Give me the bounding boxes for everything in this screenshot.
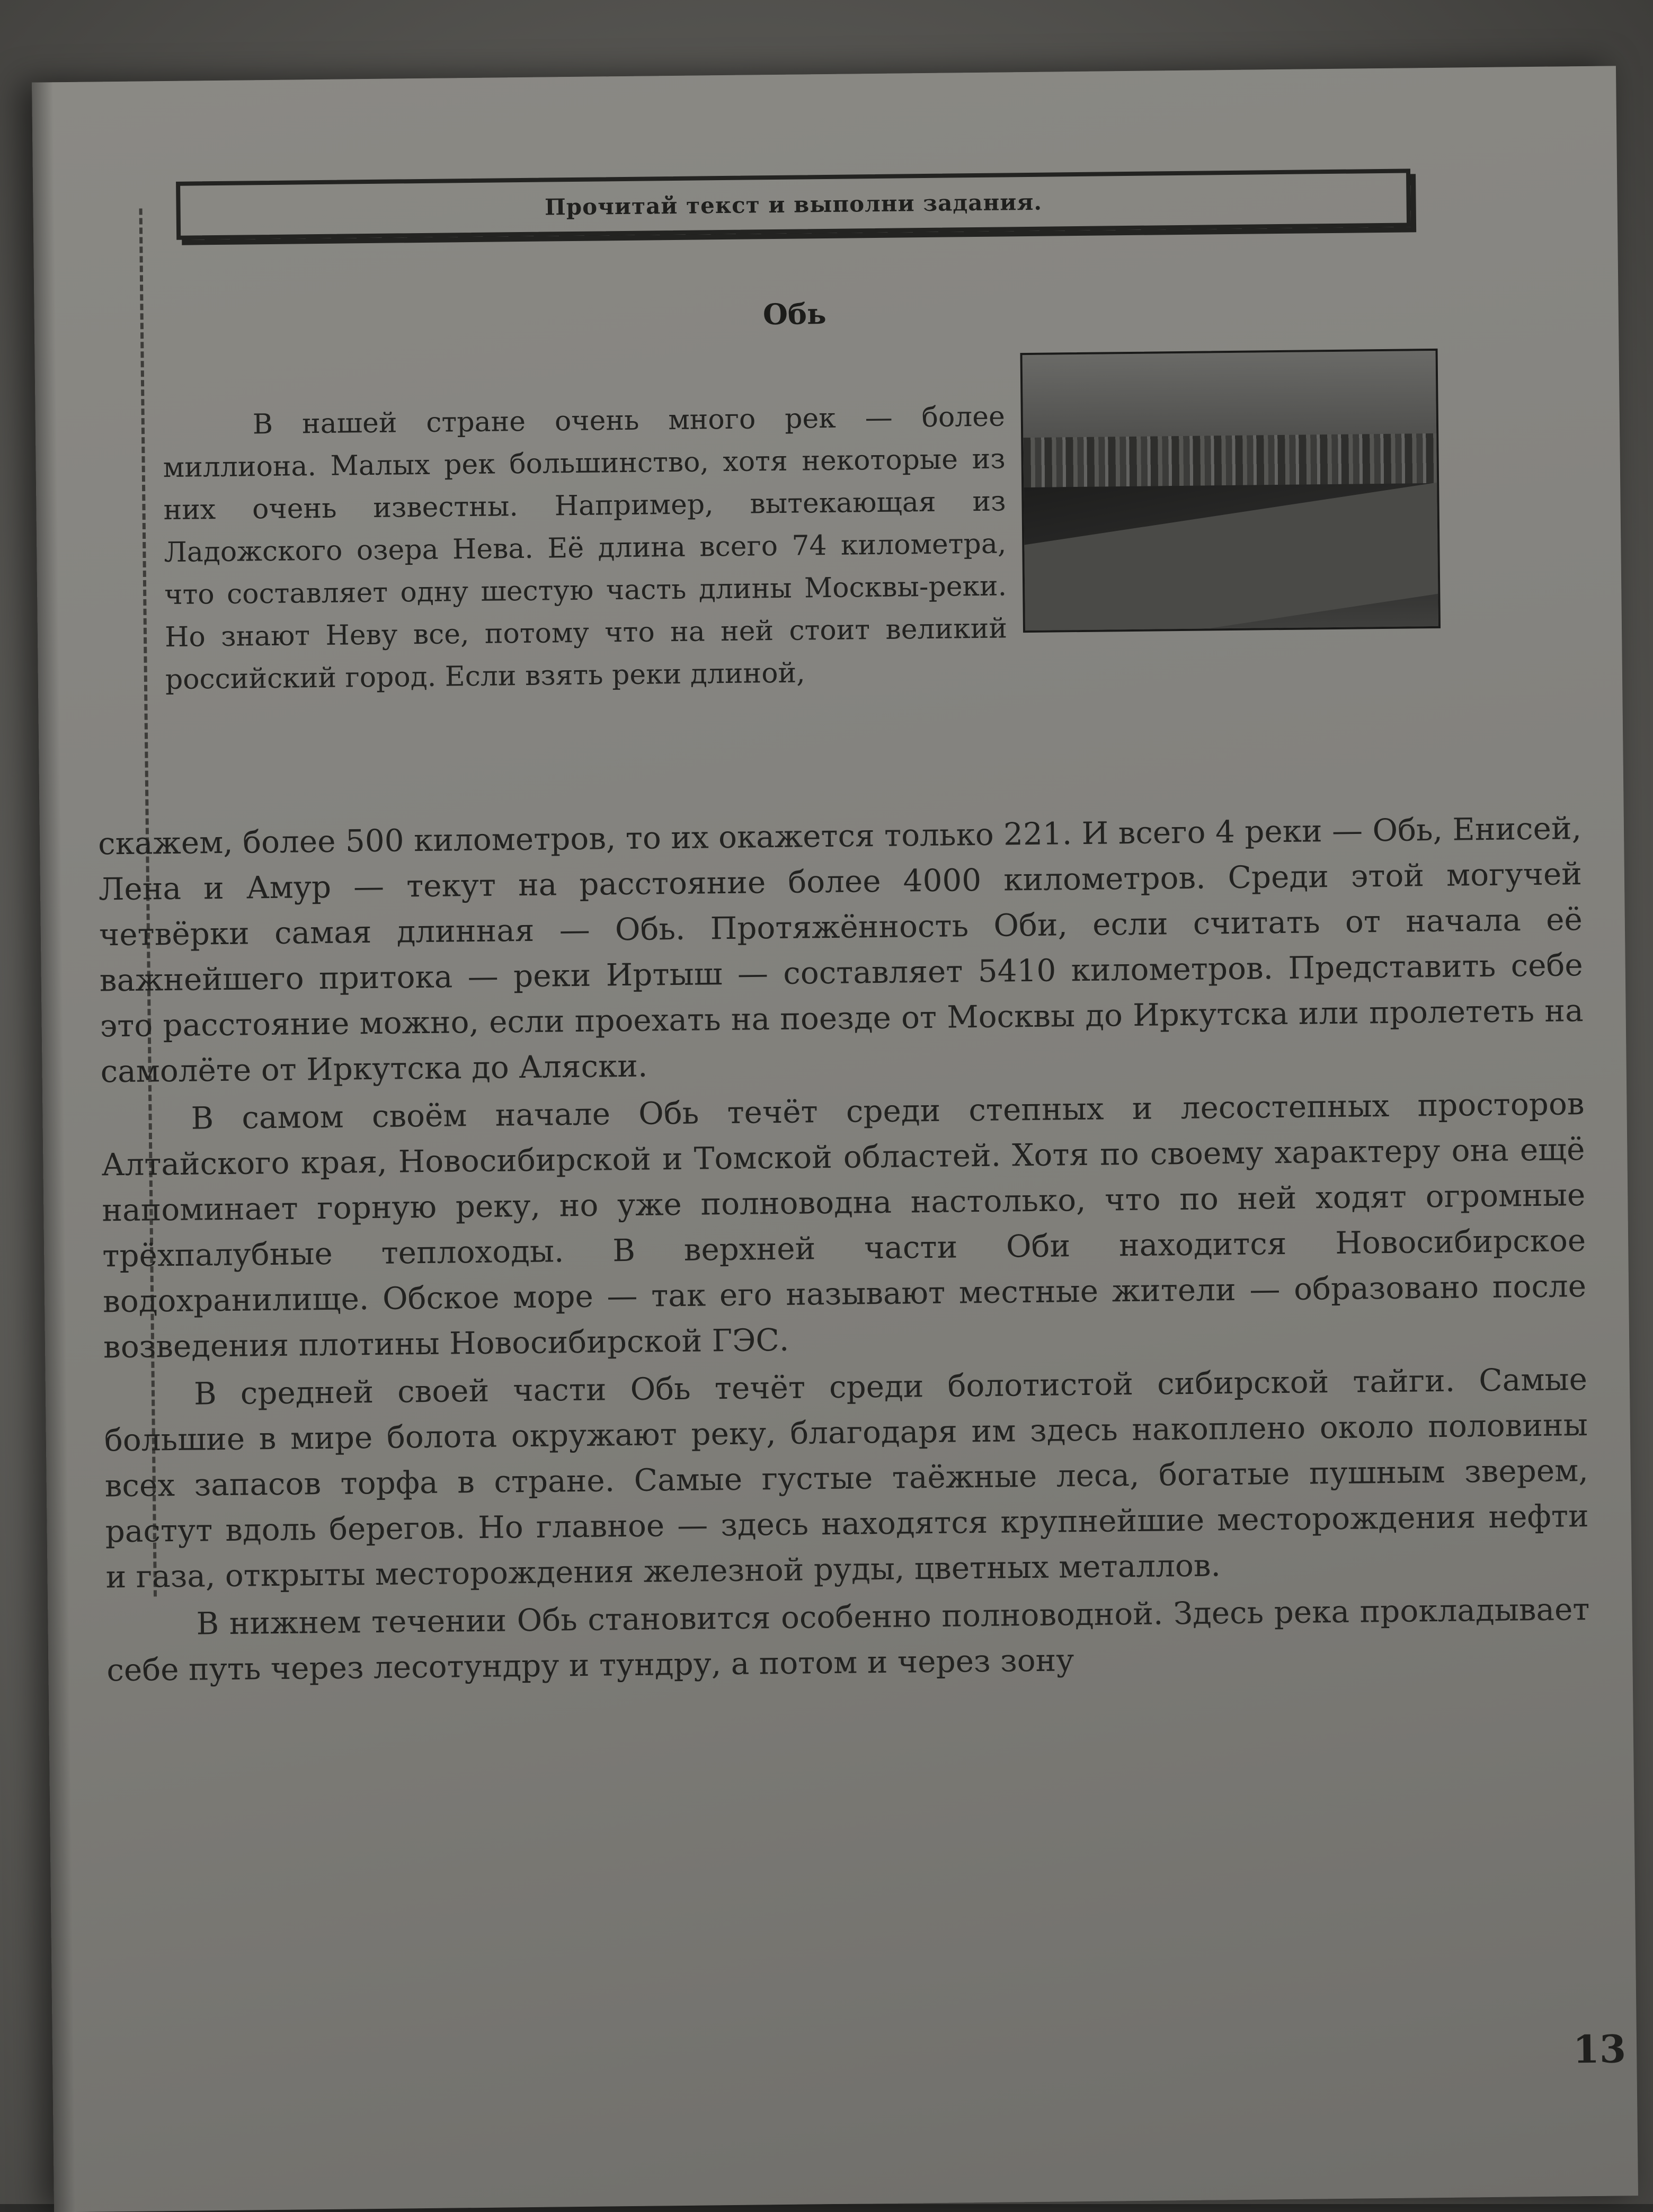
paragraph-middle-ob: В средней своей части Обь течёт среди болотистой сибирской тайги. Самые большие в мире болота окружают реку, благодаря им здесь накоплено около половины всех запасов торфа в стране. Самые густые таёжные леса, богатые пушным зверем, растут вдоль берегов. Но главное — здесь находятся крупнейшие месторождения нефти и газа, открыты месторождения железной руды, цветных металлов. — [104, 1361, 1589, 1595]
paragraph-lower-ob: В нижнем течении Обь становится особенно полноводной. Здесь река прокладывает себе путь через лесотундру и тундру, а потом и через зону — [106, 1591, 1590, 1689]
river-city-photo — [1020, 349, 1441, 633]
photo-city-skyline — [1023, 433, 1437, 487]
page-number: 13 — [1572, 2026, 1627, 2072]
instruction-text: Прочитай текст и выполни задания. — [544, 189, 1043, 220]
instruction-box — [176, 168, 1411, 239]
intro-paragraph-wrapped — [162, 395, 1008, 701]
intro-paragraph-end: скажем, более 500 километров, то их окажется только 221. И всего 4 реки — Обь, Енисей, Лена и Амур — текут на расстояние более 4000 километров. Среди этой могучей четвёрки самая длинная — Обь. Протяжённость Оби, если считать от начала её важнейшего притока — реки Иртыш — составляет 5410 километров. Представить себе это расстояние можно, если проехать на поезде от Москвы до Иркутска или пролететь на самолёте от Иркутска до Аляски. — [97, 810, 1584, 1090]
article-title: Обь — [762, 296, 826, 332]
book-page — [32, 66, 1638, 2212]
paragraph-upper-ob: В самом своём начале Обь течёт среди степных и лесостепных просторов Алтайского края, Новосибирской и Томской областей. Хотя по своему характеру она ещё напоминает горную реку, но уже полноводна настолько, что по ней ходят огромные трёхпалубные теплоходы. В верхней части Оби находится Новосибирское водохранилище. Обское море — так его называют местные жители — образовано после возведения плотины Новосибирской ГЭС. — [101, 1086, 1587, 1365]
intro-paragraph-start: В нашей стране очень много рек — более миллиона. Малых рек большинство, хотя некоторые из них очень известны. Например, вытекающая из Ладожского озера Нева. Её длина всего 74 километра, что составляет одну шестую часть длины Москвы-реки. Но знают Неву все, потому что на ней стоит великий российский город. Если взять реки длиной, — [163, 401, 1008, 696]
main-text — [98, 805, 1590, 1695]
